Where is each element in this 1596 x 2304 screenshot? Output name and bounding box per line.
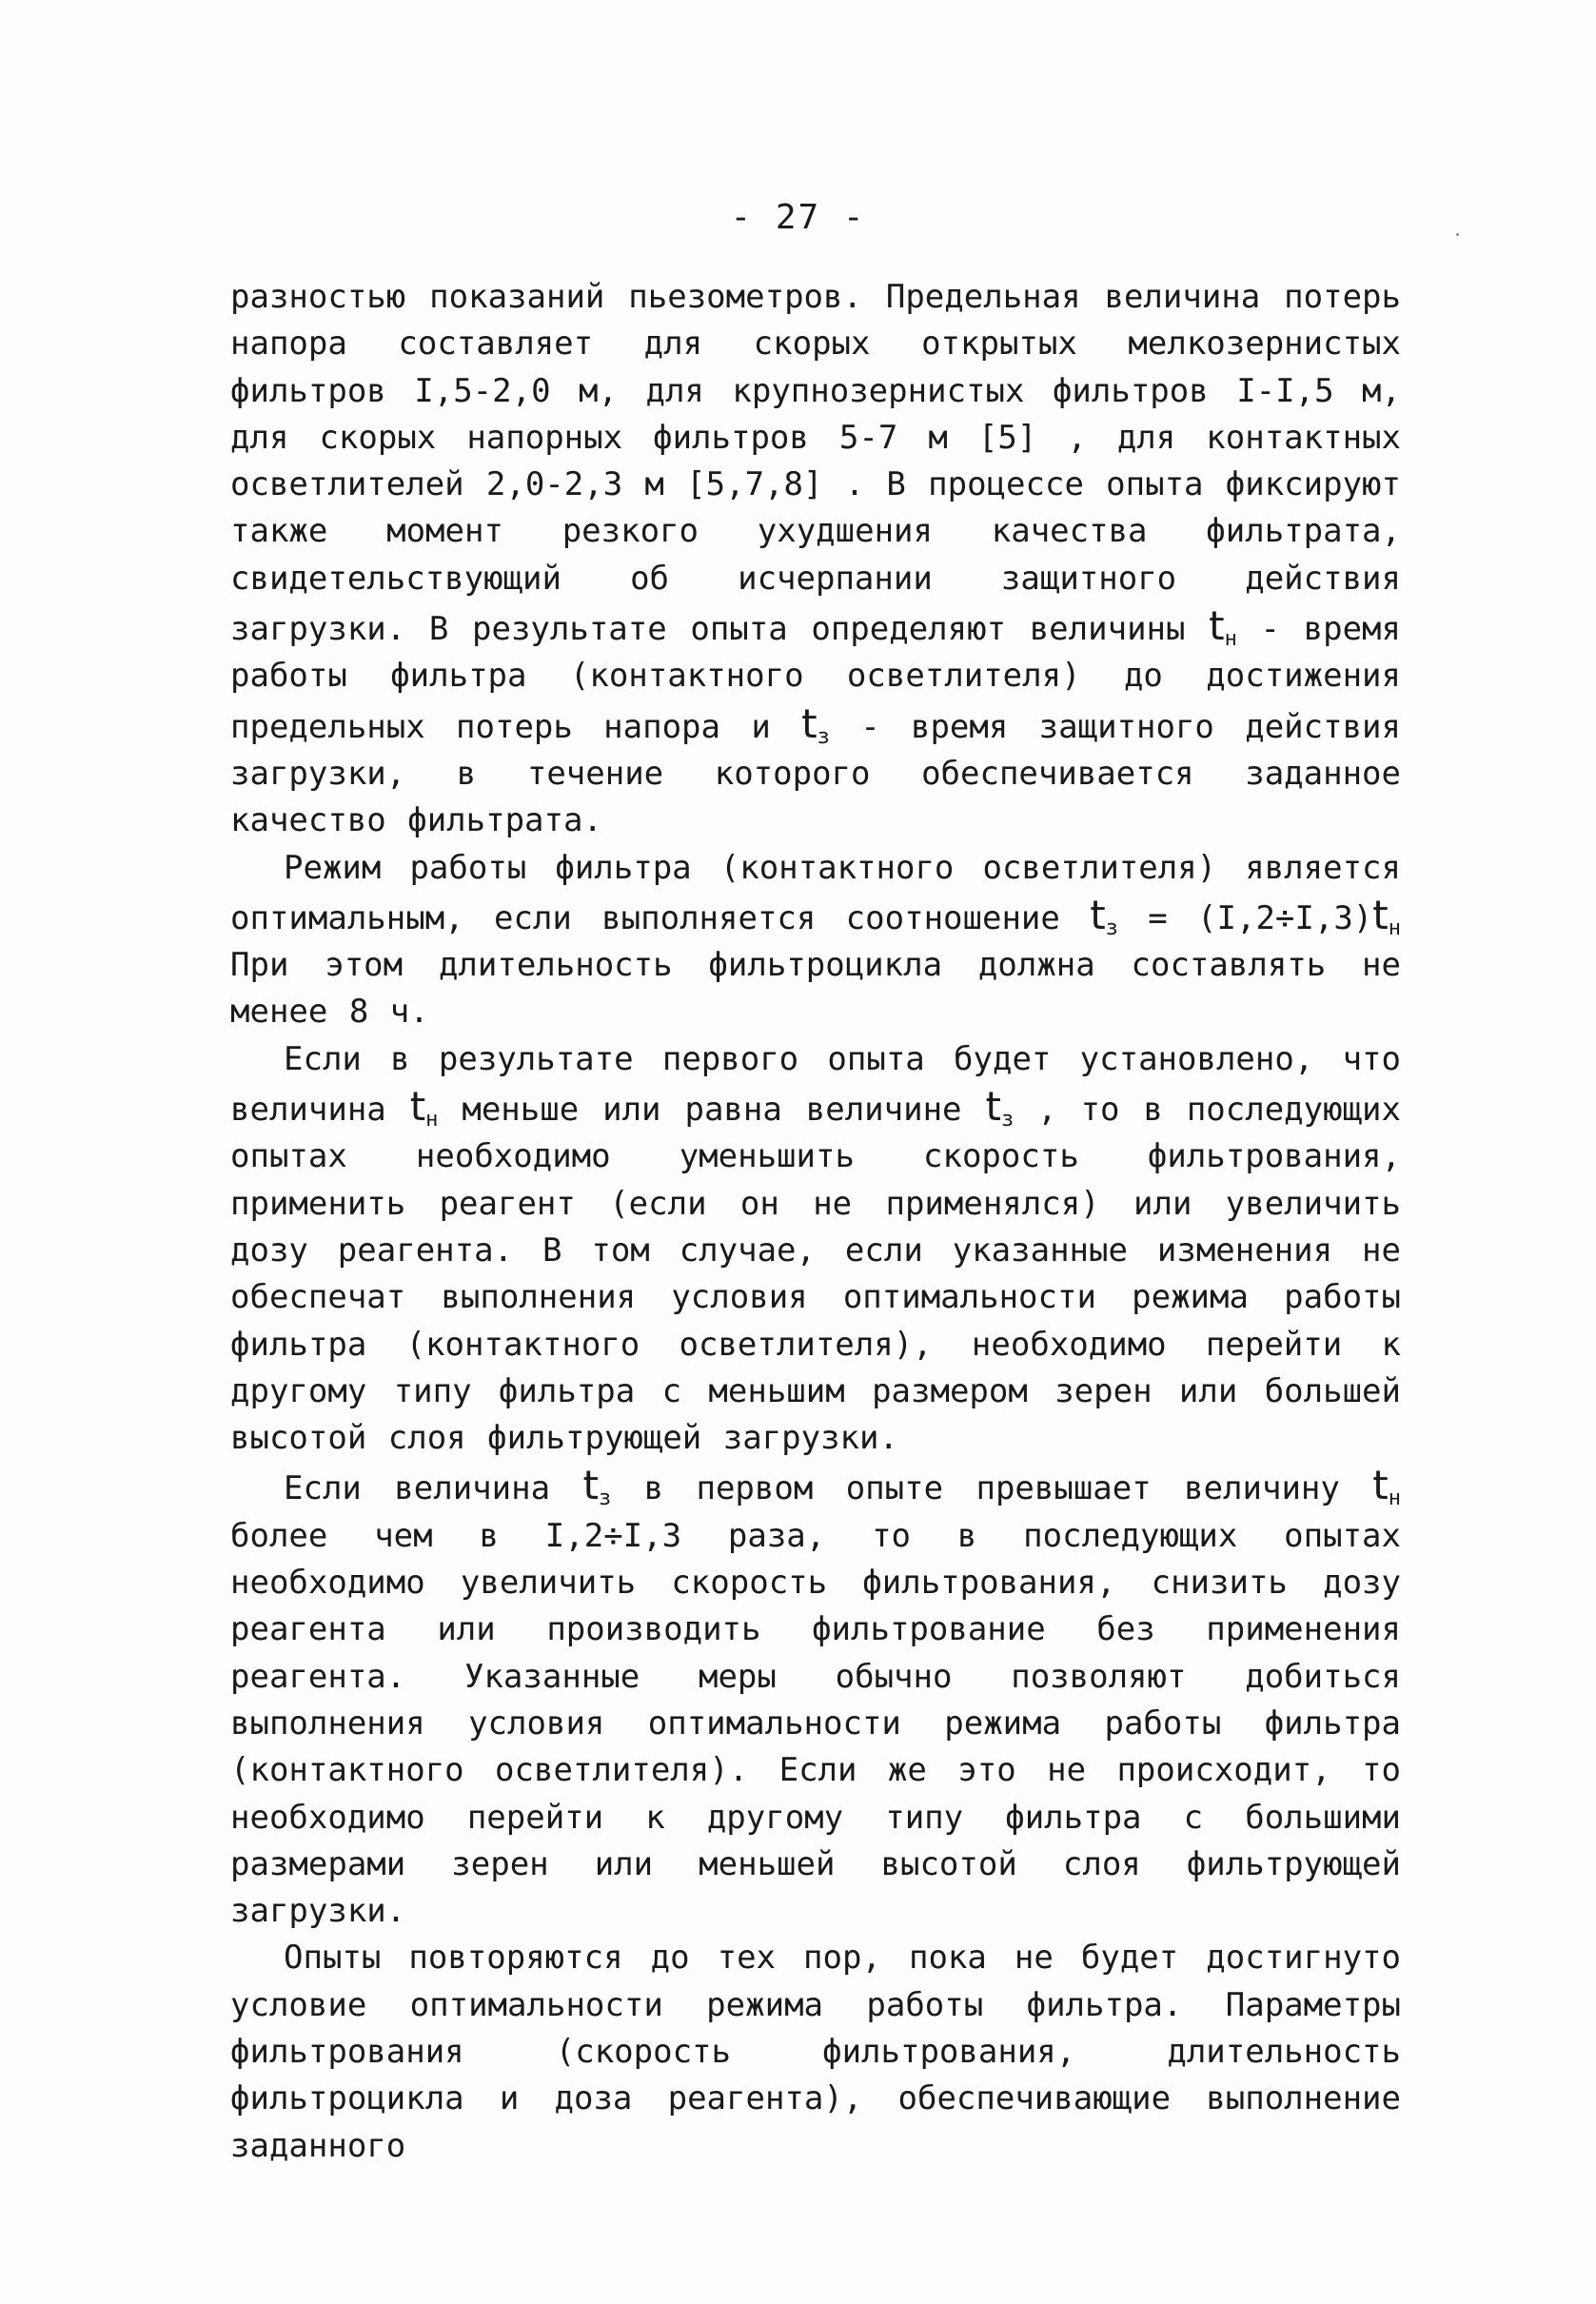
symbol-subscript: н: [1224, 627, 1237, 652]
symbol-subscript: з: [1000, 1108, 1015, 1132]
text-run: меньше или равна величине: [438, 1091, 986, 1130]
symbol-subscript: н: [1388, 1487, 1401, 1511]
time-symbol: t: [1090, 891, 1106, 938]
time-symbol: t: [409, 1083, 426, 1131]
text-run: Режим работы фильтра (контактного осветлителя) является оптимальным, если выполняется соотношение: [230, 848, 1401, 937]
time-symbol: t: [582, 1462, 599, 1509]
body-text: [230, 274, 1401, 2170]
symbol-subscript: н: [1388, 916, 1401, 940]
text-run: = (I,2÷I,3): [1117, 898, 1373, 937]
symbol-subscript: з: [1105, 916, 1118, 940]
symbol-subscript: з: [817, 724, 830, 749]
text-run: При этом длительность фильтроцикла должна составлять не менее 8 ч.: [230, 946, 1401, 1032]
text-run: более чем в I,2÷I,3 раза, то в последующих опытах необходимо увеличить скорость фильтрования, снизить дозу реагента или производить фильтрование без применения реагента. Указанные меры обычно позволяют добиться выполнения условия оптимальности режима работы фильтра (контактного осветлителя). Если же это не происходит, то необходимо перейти к другому типу фильтра с большими размерами зерен или меньшей высотой слоя фильтрующей загрузки.: [230, 1516, 1401, 1931]
paragraph: [230, 1935, 1401, 2169]
text-run: - время защитного действия загрузки, в течение которого обеспечивается заданное качество фильтрата.: [230, 707, 1401, 840]
text-run: Если величина: [284, 1469, 583, 1508]
text-run: в первом опыте превышает величину: [611, 1469, 1373, 1508]
time-symbol: t: [1372, 1462, 1389, 1509]
paragraph: [230, 1036, 1401, 1463]
symbol-subscript: н: [425, 1108, 439, 1132]
text-run: Если в результате первого опыта будет установлено, что величина: [230, 1039, 1401, 1130]
time-symbol: t: [1209, 602, 1225, 650]
symbol-subscript: з: [598, 1487, 612, 1511]
time-symbol: t: [801, 699, 818, 747]
text-run: - время работы фильтра (контактного осветлителя) до достижения предельных потерь напора и: [230, 610, 1401, 746]
scan-speck: [1456, 233, 1459, 236]
paragraph: [230, 1462, 1401, 1935]
time-symbol: t: [1372, 891, 1389, 938]
time-symbol: t: [985, 1083, 1001, 1131]
page-number: - 27 -: [730, 198, 866, 237]
text-run: разностью показаний пьезометров. Предельная величина потерь напора составляет для скорых открытых мелкозернистых фильтров I,5-2,0 м, для крупнозернистых фильтров I-I,5 м, для скорых напорных фильтров 5-7 м [5] , для контактных осветлителей 2,0-2,3 м [5,7,8] . В процессе опыта фиксируют также момент резкого ухудшения качества фильтрата, свидетельствующий об исчерпании защитного действия загрузки. В результате опыта определяют величины: [230, 278, 1401, 649]
text-run: Опыты повторяются до тех пор, пока не будет достигнуто условие оптимальности режима работы фильтра. Параметры фильтрования (скорость фильтрования, длительность фильтроцикла и доза реагента), обеспечивающие выполнение заданного: [230, 1939, 1401, 2165]
paragraph: [230, 845, 1401, 1036]
text-run: , то в последующих опытах необходимо уменьшить скорость фильтрования, применить реагент (если он не применялся) или увеличить дозу реагента. В том случае, если указанные изменения не обеспечат выполнения условия оптимальности режима работы фильтра (контактного осветлителя), необходимо перейти к другому типу фильтра с меньшим размером зерен или большей высотой слоя фильтрующей загрузки.: [230, 1091, 1401, 1458]
paragraph: [230, 274, 1401, 845]
